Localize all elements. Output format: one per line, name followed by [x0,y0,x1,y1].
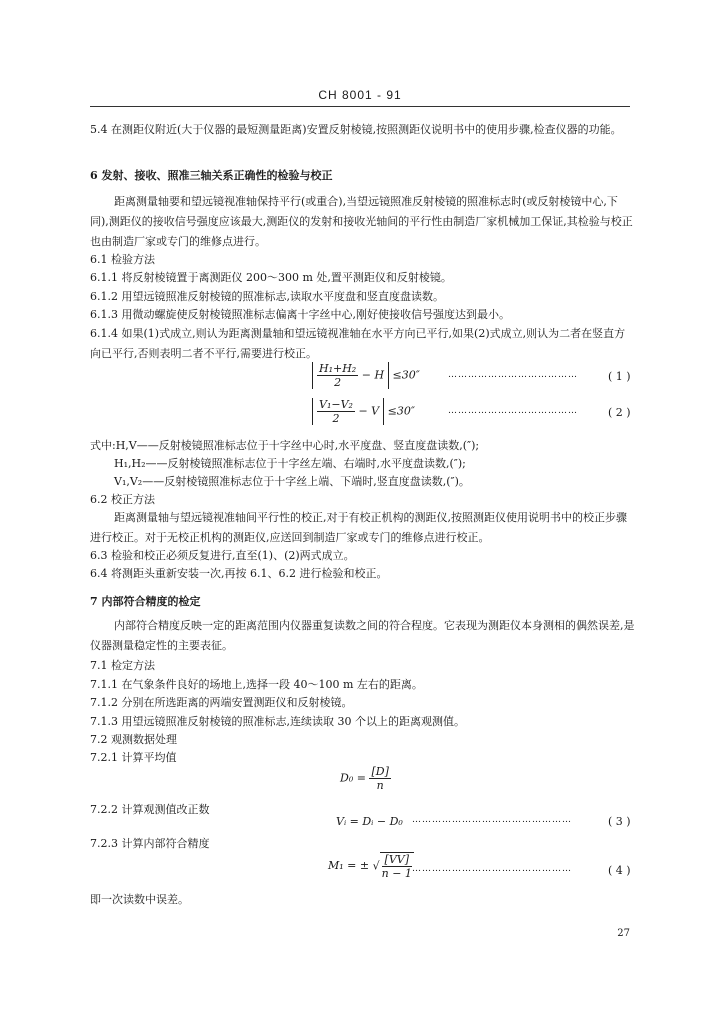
page-number: 27 [617,928,630,939]
formula-4-denominator: n − 1 [381,867,412,880]
formula-4-number: ( 4 ) [608,864,631,877]
where-line-2: H₁,H₂——反射棱镜照准标志位于十字丝左端、右端时,水平度盘读数,(″); [114,457,466,470]
s7-1-3: 7.1.3 用望远镜照准反射棱镜的照准标志,连续读取 30 个以上的距离观测值。 [90,715,465,728]
formula-2-limit: ≤30″ [387,404,415,418]
formula-4-lhs: M₁ = ± [328,859,370,872]
formula-1-leader: ………………………………… [448,370,578,380]
where-line-3: V₁,V₂——反射棱镜照准标志位于十字丝上端、下端时,竖直度盘读数,(″)。 [114,475,470,488]
formula-1-number: ( 1 ) [608,370,631,383]
formula-mean-lhs: D₀ = [340,771,366,785]
s7-2-3: 7.2.3 计算内部符合精度 [90,837,210,850]
header-rule [90,106,630,107]
s6-1-heading: 6.1 检验方法 [90,253,155,266]
s6-3: 6.3 检验和校正必须反复进行,直至(1)、(2)两式成立。 [90,549,355,562]
formula-3-leader: ………………………………………… [412,815,572,825]
formula-mean-numerator: [D] [371,765,389,778]
formula-4-leader: ………………………………………… [412,864,572,874]
s7-2-2: 7.2.2 计算观测值改正数 [90,803,210,816]
formula-4-numerator: [VV] [382,853,412,867]
formula-1 [312,362,420,389]
s6-4: 6.4 将测距头重新安装一次,再按 6.1、6.2 进行检验和校正。 [90,567,388,580]
formula-2-tail: − V [358,404,380,418]
standard-header: CH 8001 - 91 [318,88,402,102]
section-7-title: 7 内部符合精度的检定 [90,595,201,608]
formula-mean-denominator: n [376,779,384,792]
formula-1-limit: ≤30″ [392,368,420,382]
last-line: 即一次读数中误差。 [90,893,189,906]
formula-3: Vᵢ = Dᵢ − D₀ [336,815,403,828]
s6-2-text: 距离测量轴与望远镜视准轴间平行性的校正,对于有校正机构的测距仪,按照测距仪使用说明书中的校正步骤进行校正。对于无校正机构的测距仪,应送回到制造厂家或专门的维修点进行校正。 [90,511,627,544]
formula-1-tail: − H [361,368,385,382]
s6-1-2: 6.1.2 用望远镜照准反射棱镜的照准标志,读取水平度盘和竖直度盘读数。 [90,290,444,303]
s6-1-3: 6.1.3 用微动螺旋使反射棱镜照准标志偏离十字丝中心,刚好使接收信号强度达到最小。 [90,308,510,321]
formula-2 [312,398,415,425]
formula-2-numerator: V₁−V₂ [319,398,353,411]
where-line-1: 式中:H,V——反射棱镜照准标志位于十字丝中心时,水平度盘、竖直度盘读数,(″); [90,439,480,452]
formula-2-leader: ………………………………… [448,406,578,416]
formula-2-denominator: 2 [332,412,340,425]
formula-mean [340,765,391,792]
para-5-4: 5.4 在测距仪附近(大于仪器的最短测量距离)安置反射棱镜,按照测距仪说明书中的使用步骤,检查仪器的功能。 [90,123,622,136]
s6-2-heading: 6.2 校正方法 [90,493,155,506]
formula-2-number: ( 2 ) [608,406,631,419]
formula-3-number: ( 3 ) [608,815,631,828]
section-6-title: 6 发射、接收、照准三轴关系正确性的检验与校正 [90,169,333,182]
s7-1-1: 7.1.1 在气象条件良好的场地上,选择一段 40～100 m 左右的距离。 [90,678,423,691]
section-6-intro: 距离测量轴要和望远镜视准轴保持平行(或重合),当望远镜照准反射棱镜的照准标志时(或反射棱镜中心,下同),测距仪的接收信号强度应该最大,测距仪的发射和接收光轴间的平行性由制造厂家机械加工保证,其检验与校正也由制造厂家或专门的维修点进行。 [90,195,633,248]
formula-4 [328,852,414,880]
formula-1-numerator: H₁+H₂ [319,362,357,375]
s7-1-2: 7.1.2 分别在所选距离的两端安置测距仪和反射棱镜。 [90,696,353,709]
sqrt-icon: √ [372,859,380,873]
s7-2-1: 7.2.1 计算平均值 [90,751,177,764]
s6-1-1: 6.1.1 将反射棱镜置于离测距仪 200～300 m 处,置平测距仪和反射棱镜。 [90,271,452,284]
s7-1-heading: 7.1 检定方法 [90,659,155,672]
s7-2-heading: 7.2 观测数据处理 [90,733,177,746]
formula-1-denominator: 2 [334,376,342,389]
section-7-intro: 内部符合精度反映一定的距离范围内仪器重复读数之间的符合程度。它表现为测距仪本身测相的偶然误差,是仪器测量稳定性的主要表征。 [90,619,635,652]
s6-1-4: 6.1.4 如果(1)式成立,则认为距离测量轴和望远镜视准轴在水平方向已平行,如果(2)式成立,则认为二者在竖直方向已平行,否则表明二者不平行,需要进行校正。 [90,327,626,360]
